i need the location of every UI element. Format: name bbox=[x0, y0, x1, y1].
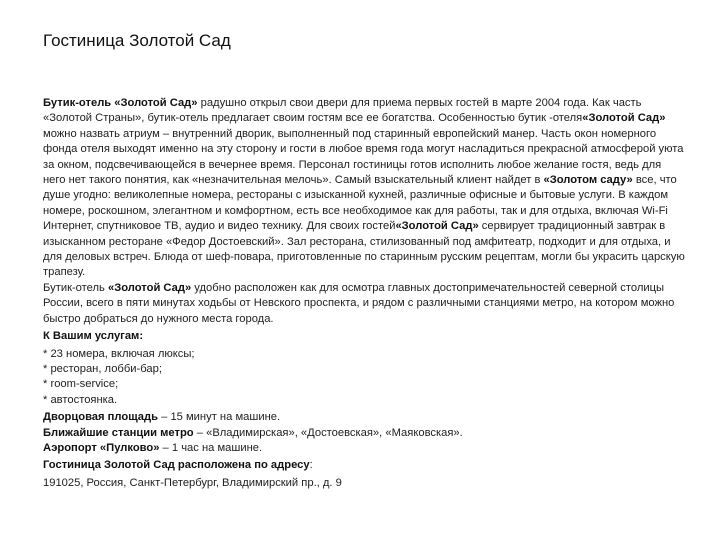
location-text: Бутик-отель bbox=[43, 281, 108, 294]
services-heading bbox=[43, 329, 685, 344]
hotel-name-bold: «Золотом саду» bbox=[543, 174, 633, 187]
hotel-name-bold: «Золотой Сад» bbox=[395, 220, 479, 233]
metro-label: Ближайшие станции метро bbox=[43, 426, 194, 439]
description-text: все, что душе угодно: великолепные номера, рестораны с изысканной кухней, различные офисные и бытовые услуги. В каждом номере, роскошном, элегантном и комфортном, есть все необходимое как для работы, так и для отдыха, включая Wi-Fi Интернет, спутниковое ТВ, аудио и видео технику. Для своих гостей bbox=[43, 174, 677, 233]
address-value: 191025, Россия, Санкт-Петербург, Владимирский пр., д. 9 bbox=[43, 476, 342, 489]
service-item: * ресторан, лобби-бар; bbox=[43, 362, 162, 375]
location-paragraph bbox=[43, 281, 685, 327]
metro-distance bbox=[43, 426, 685, 441]
description-paragraph bbox=[43, 96, 685, 281]
description-text: можно назвать атриум – внутренний дворик, выполненный под старинный европейский манер. Часть окон номерного фонда отеля выходят именно на эту сторону и гости в любое время года могут насладиться прекрасной атмосферой уюта за окном, подсвечивающейся в вечернее время. Персонал гостиницы готов исполнить любое желание гостя, ведь для него нет такого понятия, как «незначительная мелочь». Самый взыскательный клиент найдет в bbox=[43, 127, 684, 187]
page-title: Гостиница Золотой Сад bbox=[43, 31, 231, 50]
address-colon: : bbox=[309, 459, 313, 472]
address-heading bbox=[43, 458, 685, 473]
services-heading-text: К Вашим услугам: bbox=[43, 330, 144, 343]
hotel-name-bold: «Золотой Сад» bbox=[582, 112, 666, 125]
service-item: * автостоянка. bbox=[43, 393, 118, 406]
metro-value: – «Владимирская», «Достоевская», «Маяковская». bbox=[193, 426, 463, 439]
palace-label: Дворцовая площадь bbox=[43, 411, 158, 424]
palace-value: – 15 минут на машине. bbox=[158, 411, 281, 424]
location-text: удобно расположен как для осмотра главных достопримечательностей северной столицы России, всего в пяти минутах ходьбы от Невского проспекта, и рядом с различными станциями метро, на котором можно быстро добраться до нужного места города. bbox=[43, 281, 675, 325]
airport-label: Аэропорт «Пулково» bbox=[43, 441, 160, 454]
description-text: радушно открыл свои двери для приема первых гостей в марте 2004 года. Как часть «Золотой Страны», бутик-отель предлагает своим гостям все ее богатства. Особенностью бутик -отеля bbox=[43, 97, 642, 125]
service-item: * 23 номера, включая люксы; bbox=[43, 347, 195, 360]
service-item: * room-service; bbox=[43, 378, 119, 391]
address-label: Гостиница Золотой Сад расположена по адресу bbox=[43, 459, 310, 472]
airport-distance bbox=[43, 441, 685, 456]
description-text: сервирует традиционный завтрак в изысканном ресторане «Федор Достоевский». Зал ресторана, стилизованный под амфитеатр, подходит и для отдыха, и для деловых встреч. Блюда от шеф-повара, приготовленные по старинным русским рецептам, могли бы украсить царскую трапезу. bbox=[43, 220, 685, 279]
hotel-name-bold: Бутик-отель «Золотой Сад» bbox=[43, 97, 198, 109]
hotel-name-bold: «Золотой Сад» bbox=[107, 281, 192, 294]
palace-distance bbox=[43, 410, 685, 425]
body-text bbox=[43, 96, 685, 491]
airport-value: – 1 час на машине. bbox=[159, 441, 263, 454]
